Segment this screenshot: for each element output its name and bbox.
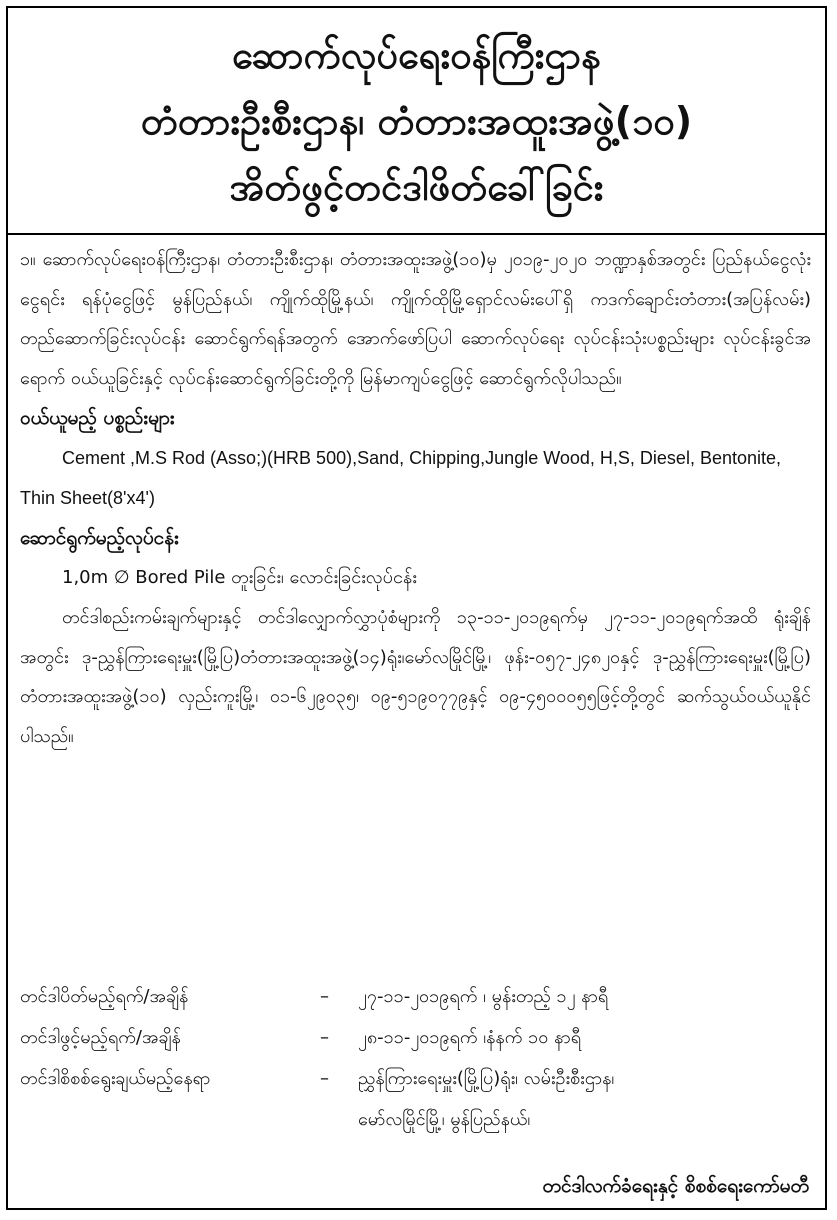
row-label: တင်ဒါစိစစ်ရွေးချယ်မည့်နေရာ <box>20 1068 211 1089</box>
tender-notice <box>6 6 827 1210</box>
row-dash: – <box>320 1027 329 1048</box>
schedule-table <box>20 976 811 1140</box>
committee-signature: တင်ဒါလက်ခံရေးနှင့် စိစစ်ရေးကော်မတီ <box>542 1175 809 1197</box>
materials-heading: ဝယ်ယူမည့် ပစ္စည်းများ <box>20 407 175 429</box>
title-invitation: အိတ်ဖွင့်တင်ဒါဖိတ်ခေါ်ခြင်း <box>229 165 604 209</box>
title-divider <box>8 233 825 235</box>
row-value: ၂၈-၁၁-၂၀၁၉ရက် ၊နံနက် ၁၀ နာရီ <box>358 1027 582 1048</box>
row-dash: – <box>320 986 329 1007</box>
notice-title <box>8 22 825 220</box>
title-department: တံတားဦးစီးဌာန၊ တံတားအထူးအဖွဲ့(၁၀) <box>140 99 693 143</box>
row-value: မော်လမြိုင်မြို့၊ မွန်ပြည်နယ်၊ <box>358 1109 531 1130</box>
title-ministry: ဆောက်လုပ်ရေးဝန်ကြီးဌာန <box>232 33 601 77</box>
row-value: ၂၇-၁၁-၂၀၁၉ရက် ၊ မွန်းတည့် ၁၂ နာရီ <box>358 986 609 1007</box>
work-heading: ဆောင်ရွက်မည့်လုပ်ငန်း <box>20 527 179 549</box>
row-label: တင်ဒါဖွင့်မည့်ရက်/အချိန် <box>20 1027 181 1048</box>
row-label: တင်ဒါပိတ်မည့်ရက်/အချိန် <box>20 986 189 1007</box>
contact-paragraph: တင်ဒါစည်းကမ်းချက်များနှင့် တင်ဒါလျှောက်လွှာပုံစံများကို ၁၃-၁၁-၂၀၁၉ရက်မှ ၂၇-၁၁-၂၀၁၉ရက်အထိ ရုံးချိန်အတွင်း ဒု-ညွှန်ကြားရေးမှူး(မြို့ပြ)တံတားအထူးအဖွဲ့(၁၄)ရုံး၊မော်လမြိုင်မြို့၊ ဖုန်း-၀၅၇-၂၄၈၂၀နှင့် ဒု-ညွှန်ကြားရေးမှူး(မြို့ပြ) တံတားအထူးအဖွဲ့(၁၀) လှည်းကူးမြို့၊ ၀၁-၆၂၉၀၃၅၊ ၀၉-၅၁၉၀၇၇၉နှင့် ၀၉-၄၅၀၀၀၅၅ဖြင့်တို့တွင် ဆက်သွယ်ဝယ်ယူနိုင်ပါသည်။ <box>20 607 811 747</box>
row-value: ညွှန်ကြားရေးမှူး(မြို့ပြ)ရုံး၊ လမ်းဦးစီးဌာန၊ <box>358 1068 615 1089</box>
schedule-row <box>20 1017 811 1058</box>
intro-paragraph: ၁။ ဆောက်လုပ်ရေးဝန်ကြီးဌာန၊ တံတားဦးစီးဌာန၊ တံတားအထူးအဖွဲ့(၁၀)မှ ၂၀၁၉-၂၀၂၀ ဘဏ္ဍာနှစ်အတွင်း ပြည်နယ်ငွေလုံးငွေရင်း ရန်ပုံငွေဖြင့် မွန်ပြည်နယ်၊ ကျိုက်ထိုမြို့နယ်၊ ကျိုက်ထိုမြို့ရှောင်လမ်းပေါ်ရှိ ကဒက်ချောင်းတံတား(အပြန်လမ်း) တည်ဆောက်ခြင်းလုပ်ငန်း ဆောင်ရွက်ရန်အတွက် အောက်ဖော်ပြပါ ဆောက်လုပ်ရေး လုပ်ငန်းသုံးပစ္စည်းများ လုပ်ငန်းခွင်အရောက် ဝယ်ယူခြင်းနှင့် လုပ်ငန်းဆောင်ရွက်ခြင်းတို့ကို မြန်မာကျပ်ငွေဖြင့် ဆောင်ရွက်လိုပါသည်။ <box>20 249 811 389</box>
schedule-row <box>20 1058 811 1099</box>
row-label <box>20 1099 320 1140</box>
schedule-row <box>20 976 811 1017</box>
materials-list: Cement ,M.S Rod (Asso;)(HRB 500),Sand, Chipping,Jungle Wood, H,S, Diesel, Bentonite, Thin Sheet(8'x4') <box>20 448 782 508</box>
schedule-row <box>20 1099 811 1140</box>
row-dash <box>320 1099 358 1140</box>
notice-body <box>20 240 811 756</box>
work-item: 1,0m ∅ Bored Pile တူးခြင်း၊ လောင်းခြင်းလုပ်ငန်း <box>62 567 417 588</box>
row-dash: – <box>320 1068 329 1089</box>
